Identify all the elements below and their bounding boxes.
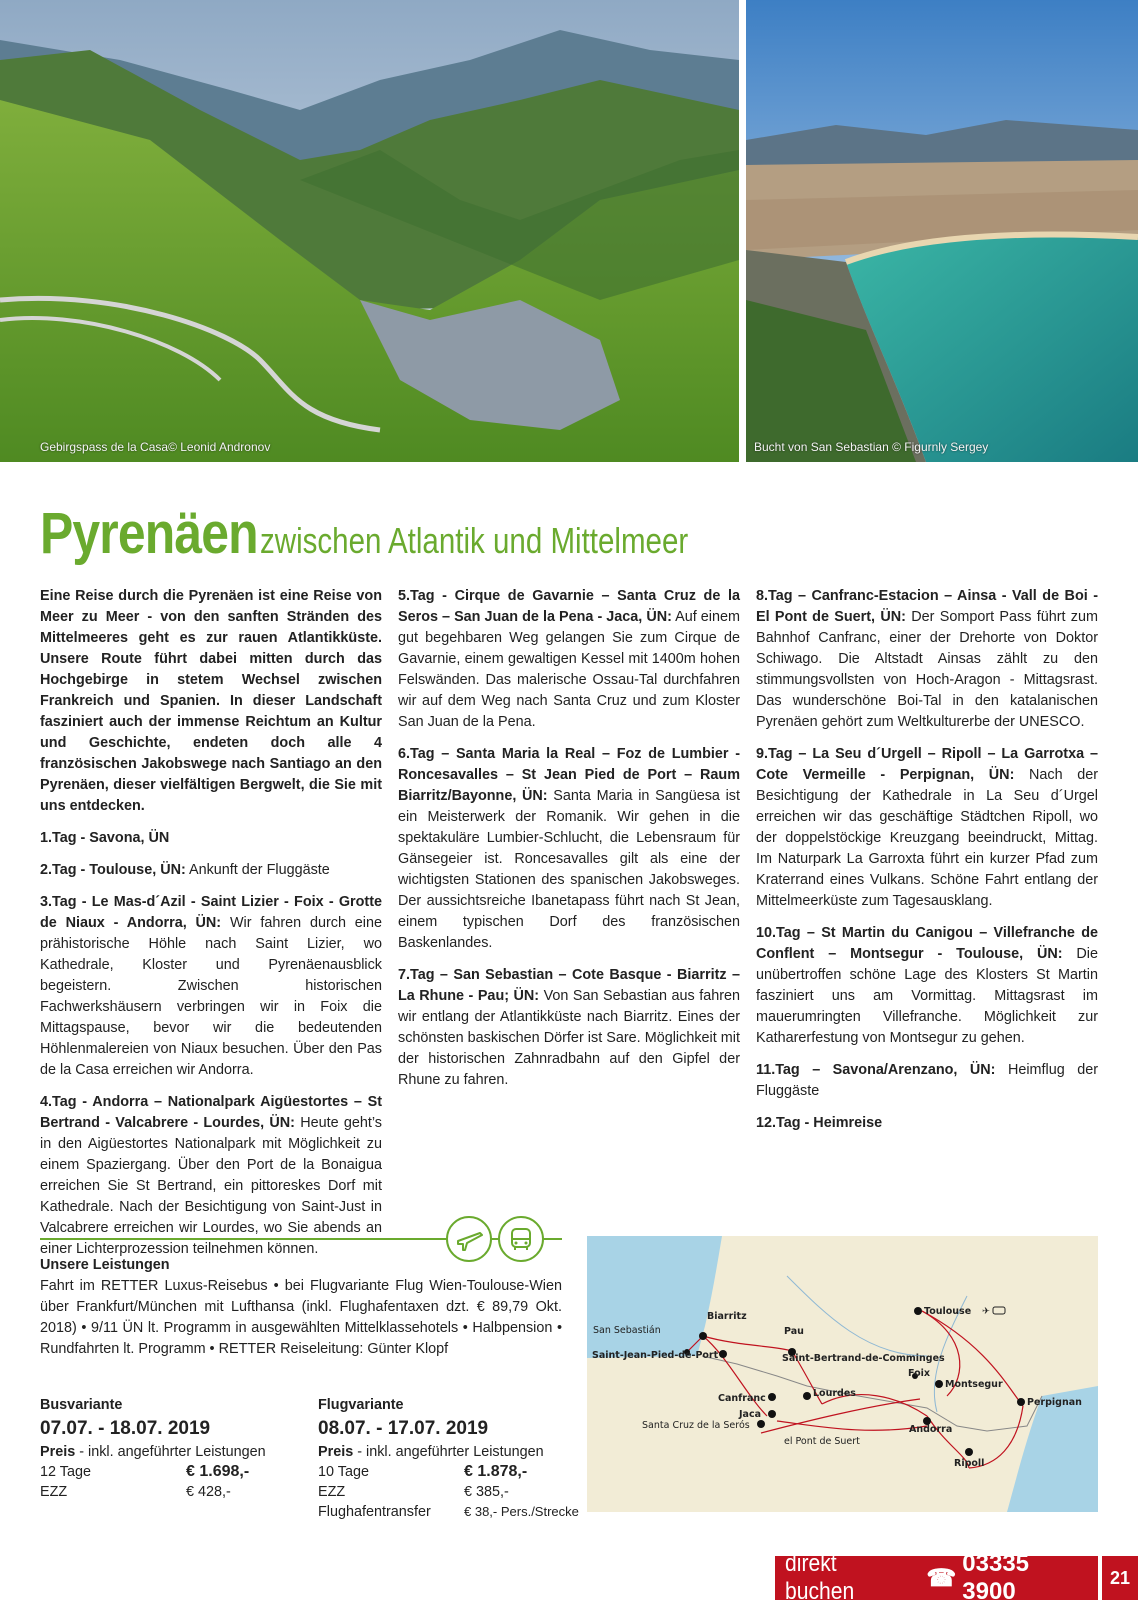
day-1: 1.Tag - Savona, ÜN	[40, 830, 170, 846]
services-text: Fahrt im RETTER Luxus-Reisebus • bei Flugvariante Flug Wien-Toulouse-Wien über Frankfurt/München mit Lufthansa (inkl. Flughafentaxen dzt. € 89,79 Okt. 2018) • 9/11 ÜN lt. Programm in ausgewählten Mittelklassehotels • Halbpension • Rundfahrten lt. Programm • RETTER Reiseleitung: Günter Klopf	[40, 1278, 562, 1357]
route-map	[587, 1236, 1098, 1512]
day-6: 6.Tag – Santa Maria la Real – Foz de Lumbier - Roncesavalles – St Jean Pied de Port – Raum Biarritz/Bayonne, ÜN: Santa Maria in Sangüesa ist ein Meisterwerk der Romanik. Wir gehen in die spektakuläre Lumbier-Schlucht, die Lebensraum für Gänsegeier ist. Roncesavalles gilt als eine der wichtigsten Stationen des spanischen Jakobsweges. Der aussichtsreiche Ibanetapass führt nach St Jean, einem typischen Dorf des französischen Baskenlandes.	[398, 746, 740, 951]
phone-icon: ☎	[926, 1564, 957, 1592]
intro-paragraph: Eine Reise durch die Pyrenäen ist eine Reise von Meer zu Meer - von den sanften Stränden des Mittelmeeres geht es zur rauen Atlantikküste. Unsere Route führt dabei mitten durch das Hochgebirge in stetem Wechsel zwischen Frankreich und Spanien. In dieser Landschaft fasziniert auch der immense Reichtum an Kultur und Geschichte, endeten doch alle 4 französischen Jakobswege nach Santiago an den Pyrenäen, dieser vielfältigen Bergwelt, die Sie mit uns entdecken.	[40, 588, 382, 814]
services-title: Unsere Leistungen	[40, 1257, 170, 1273]
flight-variant-title: Flugvariante	[318, 1397, 404, 1413]
day-8: 8.Tag – Canfranc-Estacion – Ainsa - Vall de Boi - El Pont de Suert, ÜN: Der Somport Pass führt zum Bahnhof Canfranc, einer der Drehorte von Doktor Schiwago. Die Altstadt Ainsas zählt zu den stimmungsvollsten von Hoch-Aragon - Mittagsrast. Das wunderschöne Boi-Tal in den katalanischen Pyrenäen gehört zum Weltkulturerbe der UNESCO.	[756, 588, 1098, 730]
bus-variant-title: Busvariante	[40, 1397, 123, 1413]
map-label-sbdc: Saint-Bertrand-de-Comminges	[782, 1353, 945, 1364]
map-label-toulouse: Toulouse	[924, 1306, 972, 1317]
book-now-banner[interactable]	[775, 1550, 1098, 1605]
day-4: 4.Tag - Andorra – Nationalpark Aigüestortes – St Bertrand - Valcabrere - Lourdes, ÜN: Heute geht’s in den Aigüestortes Nationalpark mit Möglichkeit zu einem Spaziergang. Über den Port de la Bonaigua erreichen Sie St Bertrand, ein pittoreskes Dorf mit Kathedrale. Nach der Besichtigung von Saint-Just in Valcabrere erreichen wir Lourdes, wo Sie abends an einer Lichterprozession teilnehmen können.	[40, 1094, 382, 1257]
day-3: 3.Tag - Le Mas-d´Azil - Saint Lizier - Foix - Grotte de Niaux - Andorra, ÜN: Wir fahren durch eine prähistorische Höhle nach Saint Lizier, wo Kathedrale, Kloster und Pyrenäenausblick begeistern. Zwischen historischen Fachwerkshäusern verbringen wir in Foix die Mittagspause, bevor wir die bedeutenden Höhlenmalereien von Niaux besuchen. Über den Pas de la Casa erreichen wir Andorra.	[40, 894, 383, 1078]
flight-variant	[318, 1395, 580, 1522]
map-label-pont-suert: el Pont de Suert	[784, 1436, 860, 1447]
day-12: 12.Tag - Heimreise	[756, 1115, 883, 1131]
day-5: 5.Tag - Cirque de Gavarnie – Santa Cruz de la Seros – San Juan de la Pena - Jaca, ÜN: Auf einem gut begehbaren Weg gelangen Sie zum Cirque de Gavarnie, einem gewaltigen Kessel mit 1400m hohen Felswänden. Das malerische Ossau-Tal durchfahren wir auf dem Weg nach Santa Cruz und zum Kloster San Juan de la Pena.	[398, 588, 740, 730]
title-main: Pyrenäen	[40, 501, 258, 566]
flight-price-label: Preis - inkl. angeführter Leistungen	[318, 1444, 544, 1460]
map-label-jaca: Jaca	[739, 1409, 761, 1420]
price-row: Flughafentransfer € 38,- Pers./Strecke	[318, 1504, 579, 1520]
text-column-3	[756, 586, 1098, 1145]
photo-mountain-pass	[0, 0, 739, 462]
plane-icon: ✈	[982, 1306, 990, 1317]
phone-link[interactable]	[926, 1550, 1086, 1606]
photo-caption: Gebirgspass de la Casa© Leonid Andronov	[40, 440, 271, 454]
price-row: EZZ € 385,-	[318, 1484, 509, 1500]
page-number: 21	[1102, 1556, 1138, 1600]
map-label-ripoll: Ripoll	[954, 1458, 985, 1469]
price-row: EZZ € 428,-	[40, 1484, 231, 1500]
map-label-pau: Pau	[784, 1326, 804, 1337]
bus-variant	[40, 1395, 302, 1502]
bus-dates: 07.07. - 18.07. 2019	[40, 1418, 211, 1439]
day-9: 9.Tag – La Seu d´Urgell – Ripoll – La Garrotxa – Cote Vermeille - Perpignan, ÜN: Nach der Besichtigung der Kathedrale in La Seu d´Urgel erreichen wir das geschäftige Städtchen Ripoll, wo der doppelstöckige Kreuzgang beeindruckt, Mittag. Im Naturpark La Garroxta führt ein kurzer Pfad zum Kraterrand eines Vulkans. Schöne Fahrt entlang der Mittelmeerküste zum Tagesausklang.	[756, 746, 1098, 909]
map-label-santa-cruz: Santa Cruz de la Serós	[642, 1420, 750, 1431]
title-sub: zwischen Atlantik und Mittelmeer	[259, 520, 688, 561]
map-label-lourdes: Lourdes	[813, 1388, 856, 1399]
map-label-perpignan: Perpignan	[1027, 1397, 1082, 1408]
price-row: 10 Tage € 1.878,-	[318, 1463, 528, 1480]
price-row: 12 Tage € 1.698,-	[40, 1463, 250, 1480]
photo-caption: Bucht von San Sebastian © Figurnly Sergey	[754, 440, 989, 454]
services-block	[40, 1255, 562, 1360]
flight-dates: 08.07. - 17.07. 2019	[318, 1418, 489, 1439]
map-label-sjpdp: Saint-Jean-Pied-de-Port	[592, 1350, 719, 1361]
book-now-label[interactable]: direkt buchen	[785, 1550, 855, 1605]
day-11: 11.Tag – Savona/Arenzano, ÜN: Heimflug der Fluggäste	[756, 1062, 1098, 1099]
text-column-2	[398, 586, 740, 1102]
map-label-biarritz: Biarritz	[707, 1311, 747, 1322]
map-label-andorra: Andorra	[909, 1424, 953, 1435]
map-label-canfranc: Canfranc	[718, 1393, 766, 1404]
day-10: 10.Tag – St Martin du Canigou – Villefranche de Conflent – Montsegur - Toulouse, ÜN: Die unübertroffen schöne Lage des Klosters St Martin fasziniert uns am Vormittag. Mittagsrast im mauerumringten Villefranche. Möglichkeit zur Katharerfestung von Montsegur zu gehen.	[756, 925, 1098, 1046]
text-column-1	[40, 586, 382, 1271]
bus-price-label: Preis - inkl. angeführter Leistungen	[40, 1444, 266, 1460]
map-label-foix: Foix	[908, 1368, 931, 1379]
map-label-montsegur: Montsegur	[945, 1379, 1003, 1390]
page-title	[40, 500, 782, 567]
map-label-san-sebastian: San Sebastián	[593, 1325, 661, 1336]
day-2: 2.Tag - Toulouse, ÜN: Ankunft der Fluggäste	[40, 862, 330, 878]
phone-number: 03335 3900	[962, 1550, 1030, 1605]
photo-bay	[746, 0, 1138, 462]
day-7: 7.Tag – San Sebastian – Cote Basque - Biarritz – La Rhune - Pau; ÜN: Von San Sebastian aus fahren wir entlang der Atlantikküste nach Biarritz. Eines der schönsten baskischen Dörfer ist Sare. Möglichkeit mit der historischen Zahnradbahn auf den Gipfel der Rhune zu fahren.	[398, 967, 740, 1088]
